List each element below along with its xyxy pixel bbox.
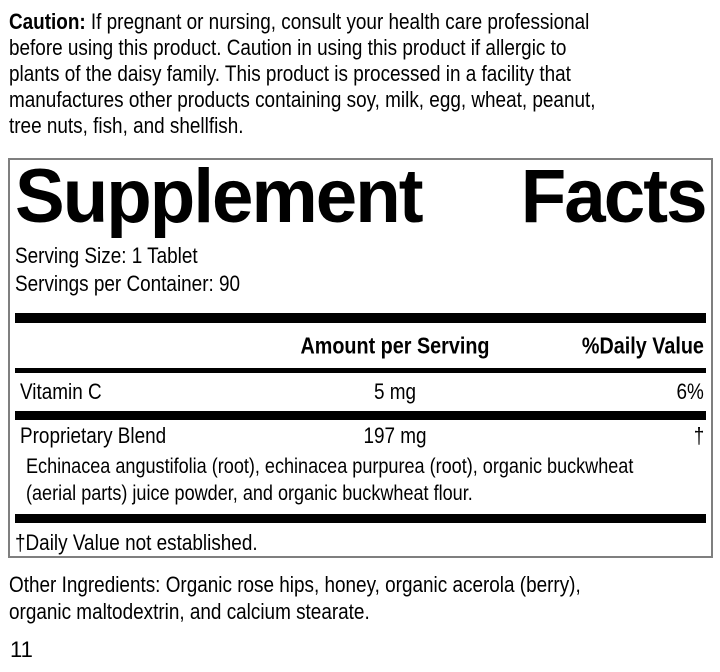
table-row-proprietary-blend	[15, 420, 706, 451]
other-ingredients-paragraph	[9, 571, 720, 625]
ingredient-daily-value: †	[693, 422, 704, 448]
blend-description	[15, 453, 706, 507]
servings-per-container: Servings per Container: 90	[15, 271, 241, 296]
supplement-facts-title	[15, 158, 706, 239]
thick-divider	[15, 514, 706, 523]
caution-line: manufactures other products containing soy, milk, egg, wheat, peanut,	[9, 87, 596, 112]
blend-description-line: (aerial parts) juice powder, and organic buckwheat flour.	[26, 482, 473, 505]
thick-divider	[15, 313, 706, 323]
serving-info	[15, 242, 706, 298]
amount-column-header: Amount per Serving	[300, 332, 490, 358]
table-row-vitamin-c	[15, 373, 706, 411]
caution-line: tree nuts, fish, and shellfish.	[9, 113, 244, 138]
ingredient-daily-value: 6%	[676, 379, 704, 404]
serving-size: Serving Size: 1 Tablet	[15, 243, 198, 268]
table-header-row	[15, 323, 706, 368]
caution-line	[9, 9, 620, 35]
caution-paragraph	[9, 9, 720, 139]
caution-line: before using this product. Caution in using this product if allergic to	[9, 35, 567, 60]
page-number: 11	[10, 637, 33, 662]
caution-label: Caution:	[9, 9, 86, 34]
ingredient-name: Proprietary Blend	[20, 422, 167, 448]
caution-text: If pregnant or nursing, consult your health care professional	[90, 9, 590, 34]
thick-divider	[15, 411, 706, 420]
title-word-facts: Facts	[521, 158, 706, 239]
supplement-facts-panel	[8, 158, 713, 558]
daily-value-column-header: %Daily Value	[581, 332, 704, 358]
other-ingredients-line: organic maltodextrin, and calcium stearate.	[9, 599, 370, 624]
title-word-supplement: Supplement	[15, 158, 422, 239]
ingredient-amount: 197 mg	[363, 422, 427, 448]
daily-value-footnote: †Daily Value not established.	[15, 530, 258, 555]
caution-line: plants of the daisy family. This product is processed in a facility that	[9, 61, 571, 86]
other-ingredients-line: Other Ingredients: Organic rose hips, honey, organic acerola (berry),	[9, 572, 581, 597]
footnote-row	[15, 523, 706, 556]
ingredient-name: Vitamin C	[20, 379, 102, 404]
ingredient-amount: 5 mg	[374, 379, 417, 404]
blend-description-line: Echinacea angustifolia (root), echinacea purpurea (root), organic buckwheat	[26, 455, 634, 478]
